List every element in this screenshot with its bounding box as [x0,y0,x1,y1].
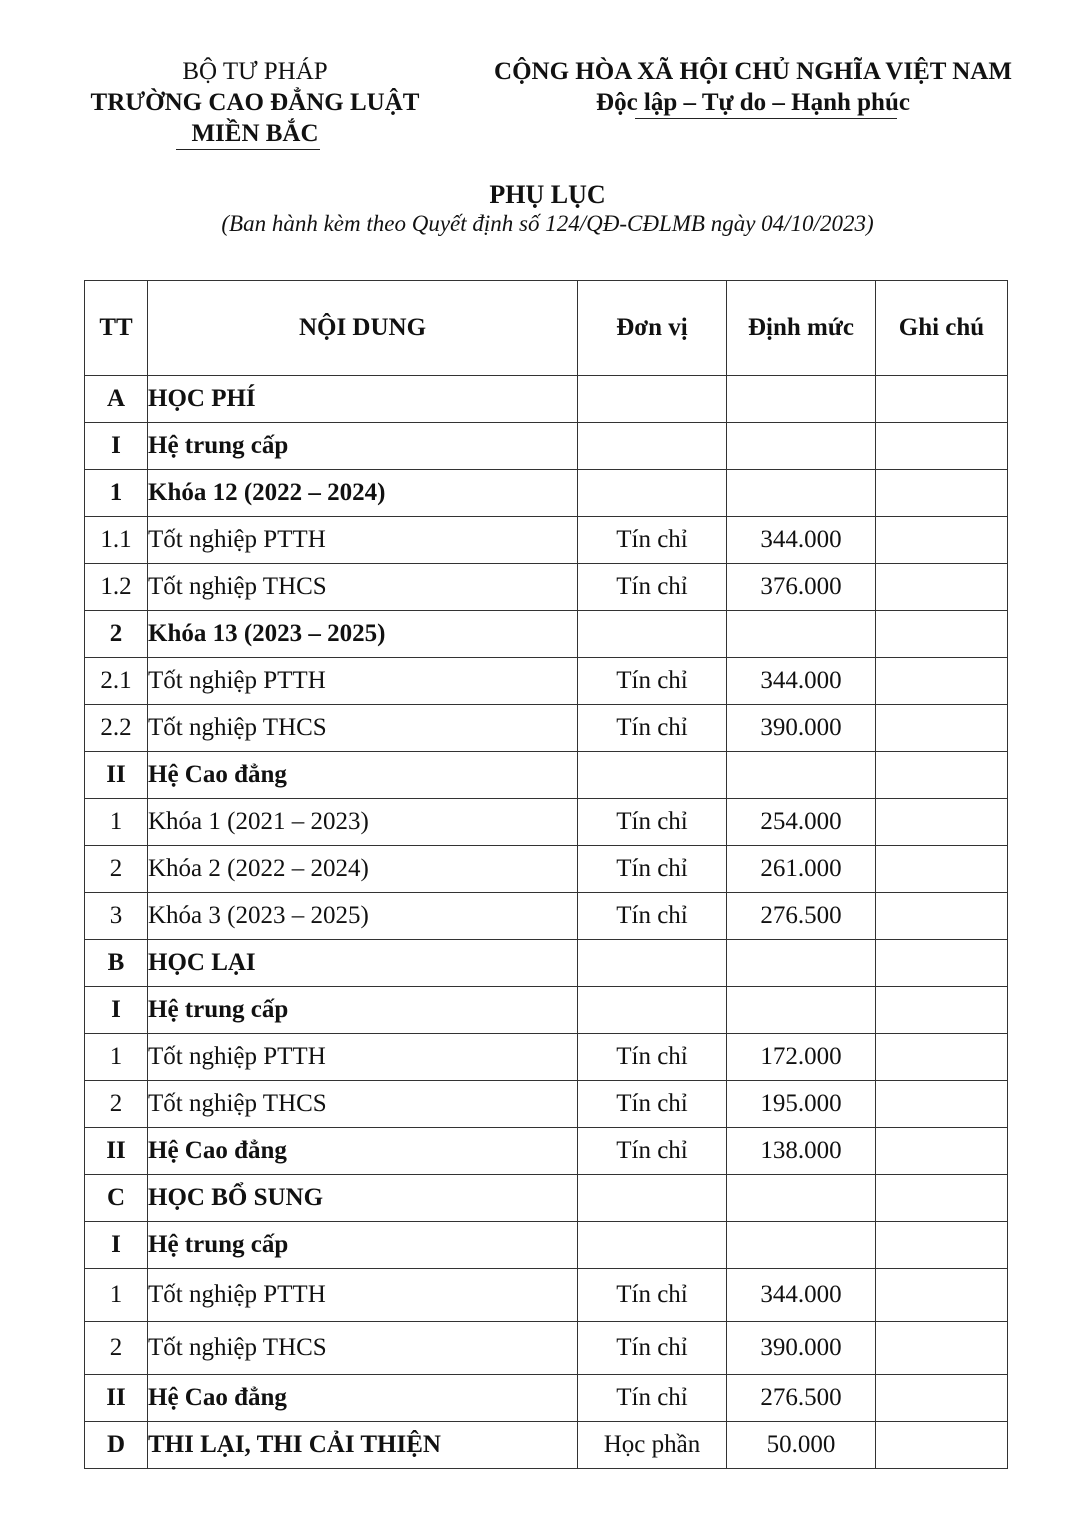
table-header-row [85,281,1008,376]
cell-unit: Tín chỉ [578,517,727,564]
cell-rate: 344.000 [727,1269,876,1322]
cell-unit: Tín chỉ [578,1322,727,1375]
cell-rate [727,987,876,1034]
cell-unit [578,470,727,517]
cell-content: Tốt nghiệp PTTH [148,1269,578,1322]
cell-note [876,1269,1008,1322]
cell-rate: 276.500 [727,893,876,940]
cell-note [876,376,1008,423]
cell-unit [578,376,727,423]
cell-content: THI LẠI, THI CẢI THIỆN [148,1422,578,1469]
table-row [85,799,1008,846]
table-row [85,611,1008,658]
table-row [85,1081,1008,1128]
cell-unit: Tín chỉ [578,1034,727,1081]
cell-tt: A [85,376,148,423]
cell-unit [578,611,727,658]
table-row [85,376,1008,423]
table-row [85,1322,1008,1375]
cell-rate: 344.000 [727,658,876,705]
cell-note [876,470,1008,517]
column-header-content: NỘI DUNG [148,281,578,376]
cell-tt: I [85,987,148,1034]
cell-content: Hệ trung cấp [148,987,578,1034]
cell-tt: 1 [85,1034,148,1081]
cell-tt: D [85,1422,148,1469]
school-name-line2: MIỀN BẮC [191,120,319,147]
table-row [85,1128,1008,1175]
cell-unit: Tín chỉ [578,705,727,752]
cell-tt: 2 [85,846,148,893]
cell-rate [727,376,876,423]
cell-unit: Tín chỉ [578,658,727,705]
cell-content: Hệ Cao đẳng [148,752,578,799]
country-name: CỘNG HÒA XÃ HỘI CHỦ NGHĨA VIỆT NAM [494,58,1012,85]
cell-unit [578,752,727,799]
cell-note [876,1422,1008,1469]
document-title: PHỤ LỤC [489,180,606,209]
cell-content: Hệ trung cấp [148,423,578,470]
cell-unit: Tín chỉ [578,1128,727,1175]
table-row [85,658,1008,705]
cell-rate [727,423,876,470]
cell-content: HỌC PHÍ [148,376,578,423]
cell-tt: 2 [85,611,148,658]
cell-rate: 254.000 [727,799,876,846]
cell-content: Khóa 12 (2022 – 2024) [148,470,578,517]
cell-note [876,1222,1008,1269]
cell-tt: 2 [85,1322,148,1375]
cell-tt: 1 [85,470,148,517]
cell-rate [727,1222,876,1269]
cell-tt: 1 [85,1269,148,1322]
cell-content: Khóa 13 (2023 – 2025) [148,611,578,658]
cell-note [876,1081,1008,1128]
cell-tt: 2 [85,1081,148,1128]
cell-note [876,517,1008,564]
cell-note [876,893,1008,940]
table-row [85,1222,1008,1269]
cell-content: Khóa 2 (2022 – 2024) [148,846,578,893]
cell-content: Tốt nghiệp PTTH [148,517,578,564]
table-row [85,564,1008,611]
cell-tt: 1.1 [85,517,148,564]
table-row [85,893,1008,940]
cell-rate [727,752,876,799]
fee-table [84,280,1008,1469]
cell-note [876,611,1008,658]
cell-rate: 376.000 [727,564,876,611]
cell-note [876,1375,1008,1422]
cell-tt: B [85,940,148,987]
cell-content: HỌC LẠI [148,940,578,987]
column-header-rate: Định mức [727,281,876,376]
cell-content: Hệ trung cấp [148,1222,578,1269]
cell-content: Khóa 1 (2021 – 2023) [148,799,578,846]
cell-unit [578,987,727,1034]
table-row [85,752,1008,799]
cell-note [876,1175,1008,1222]
issuer-underline [176,149,320,150]
cell-tt: 1.2 [85,564,148,611]
table-row [85,1034,1008,1081]
document-subtitle: (Ban hành kèm theo Quyết định số 124/QĐ-CĐLMB ngày 04/10/2023) [221,211,874,236]
cell-tt: 2.2 [85,705,148,752]
cell-tt: I [85,423,148,470]
cell-note [876,1322,1008,1375]
cell-note [876,1034,1008,1081]
cell-rate: 344.000 [727,517,876,564]
issuer-header [60,56,450,150]
cell-content: Tốt nghiệp PTTH [148,658,578,705]
cell-content: Tốt nghiệp THCS [148,1322,578,1375]
table-row [85,1422,1008,1469]
cell-tt: 2.1 [85,658,148,705]
cell-unit: Tín chỉ [578,564,727,611]
cell-rate [727,940,876,987]
cell-note [876,658,1008,705]
table-row [85,423,1008,470]
cell-unit [578,1175,727,1222]
cell-tt: II [85,1128,148,1175]
table-row [85,470,1008,517]
cell-note [876,940,1008,987]
cell-content: Khóa 3 (2023 – 2025) [148,893,578,940]
cell-rate: 261.000 [727,846,876,893]
cell-note [876,1128,1008,1175]
column-header-note: Ghi chú [876,281,1008,376]
national-header [464,56,1042,119]
table-row [85,1375,1008,1422]
cell-unit: Học phần [578,1422,727,1469]
table-row [85,1269,1008,1322]
cell-unit: Tín chỉ [578,1081,727,1128]
cell-unit [578,423,727,470]
cell-rate [727,611,876,658]
cell-note [876,799,1008,846]
cell-note [876,846,1008,893]
cell-rate [727,1175,876,1222]
table-row [85,705,1008,752]
motto-underline [635,118,897,119]
national-motto: Độc lập – Tự do – Hạnh phúc [596,89,910,116]
cell-content: HỌC BỔ SUNG [148,1175,578,1222]
column-header-unit: Đơn vị [578,281,727,376]
table-row [85,1175,1008,1222]
cell-unit: Tín chỉ [578,846,727,893]
column-header-tt: TT [85,281,148,376]
cell-content: Tốt nghiệp THCS [148,564,578,611]
cell-content: Tốt nghiệp THCS [148,705,578,752]
cell-rate: 172.000 [727,1034,876,1081]
cell-note [876,423,1008,470]
table-row [85,517,1008,564]
table-row [85,940,1008,987]
cell-tt: 3 [85,893,148,940]
cell-tt: C [85,1175,148,1222]
cell-note [876,705,1008,752]
school-name-line1: TRƯỜNG CAO ĐẲNG LUẬT [90,89,420,116]
cell-rate: 138.000 [727,1128,876,1175]
cell-rate: 195.000 [727,1081,876,1128]
cell-unit [578,1222,727,1269]
cell-rate [727,470,876,517]
cell-content: Tốt nghiệp THCS [148,1081,578,1128]
cell-rate: 390.000 [727,1322,876,1375]
table-row [85,846,1008,893]
table-row [85,987,1008,1034]
cell-rate: 390.000 [727,705,876,752]
cell-unit: Tín chỉ [578,1375,727,1422]
cell-note [876,752,1008,799]
cell-unit [578,940,727,987]
cell-tt: 1 [85,799,148,846]
cell-unit: Tín chỉ [578,1269,727,1322]
ministry-name: BỘ TƯ PHÁP [182,58,328,85]
cell-note [876,987,1008,1034]
cell-tt: II [85,752,148,799]
cell-tt: I [85,1222,148,1269]
cell-rate: 276.500 [727,1375,876,1422]
cell-unit: Tín chỉ [578,799,727,846]
cell-unit: Tín chỉ [578,893,727,940]
cell-content: Tốt nghiệp PTTH [148,1034,578,1081]
cell-content: Hệ Cao đẳng [148,1375,578,1422]
cell-content: Hệ Cao đẳng [148,1128,578,1175]
cell-rate: 50.000 [727,1422,876,1469]
cell-note [876,564,1008,611]
cell-tt: II [85,1375,148,1422]
